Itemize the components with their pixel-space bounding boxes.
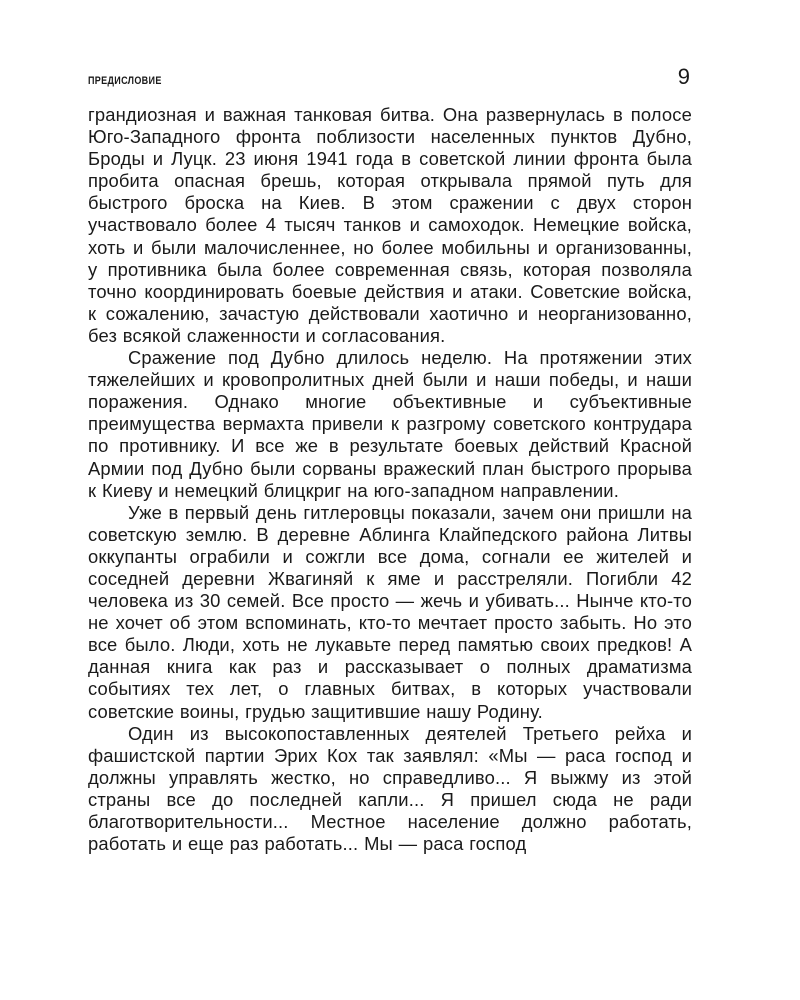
book-page	[88, 64, 692, 855]
running-head	[88, 64, 692, 90]
paragraph: Один из высокопоставленных деятелей Третьего рейха и фашистской партии Эрих Кох так заявлял: «Мы — раса господ и должны управлять жестко, но справедливо... Я выжму из этой страны все до последней капли... Я пришел сюда не ради благотворительности... Местное население должно работать, работать и еще раз работать... Мы — раса господ	[88, 722, 692, 855]
body-text	[88, 104, 692, 855]
paragraph: Сражение под Дубно длилось неделю. На протяжении этих тяжелейших и кровопролитных дней были и наши победы, и наши поражения. Однако многие объективные и субъективные преимущества вермахта привели к разгрому советского контрудара по противнику. И все же в результате боевых действий Красной Армии под Дубно были сорваны вражеский план быстрого прорыва к Киеву и немецкий блицкриг на юго-западном направлении.	[88, 347, 692, 501]
paragraph: грандиозная и важная танковая битва. Она развернулась в полосе Юго-Западного фронта поблизости населенных пунктов Дубно, Броды и Луцк. 23 июня 1941 года в советской линии фронта была пробита опасная брешь, которая открывала прямой путь для быстрого броска на Киев. В этом сражении с двух сторон участвовало более 4 тысяч танков и самоходок. Немецкие войска, хоть и были малочисленнее, но более мобильны и организованны, у противника была более современная связь, которая позволяла точно координировать боевые действия и атаки. Советские войска, к сожалению, зачастую действовали хаотично и неорганизованно, без всякой слаженности и согласования.	[88, 104, 692, 346]
page-number: 9	[677, 64, 690, 89]
paragraph: Уже в первый день гитлеровцы показали, зачем они пришли на советскую землю. В деревне Аблинга Клайпедского района Литвы оккупанты ограбили и сожгли все дома, согнали ее жителей и соседней деревни Жвагиняй к яме и расстреляли. Погибли 42 человека из 30 семей. Все просто — жечь и убивать... Нынче кто-то не хочет об этом вспоминать, кто-то мечтает просто забыть. Но это все было. Люди, хоть не лукавьте перед памятью своих предков! А данная книга как раз и рассказывает о полных драматизма событиях тех лет, о главных битвах, в которых участвовали советские воины, грудью защитившие нашу Родину.	[88, 501, 692, 722]
section-title: ПРЕДИСЛОВИЕ	[88, 75, 162, 87]
